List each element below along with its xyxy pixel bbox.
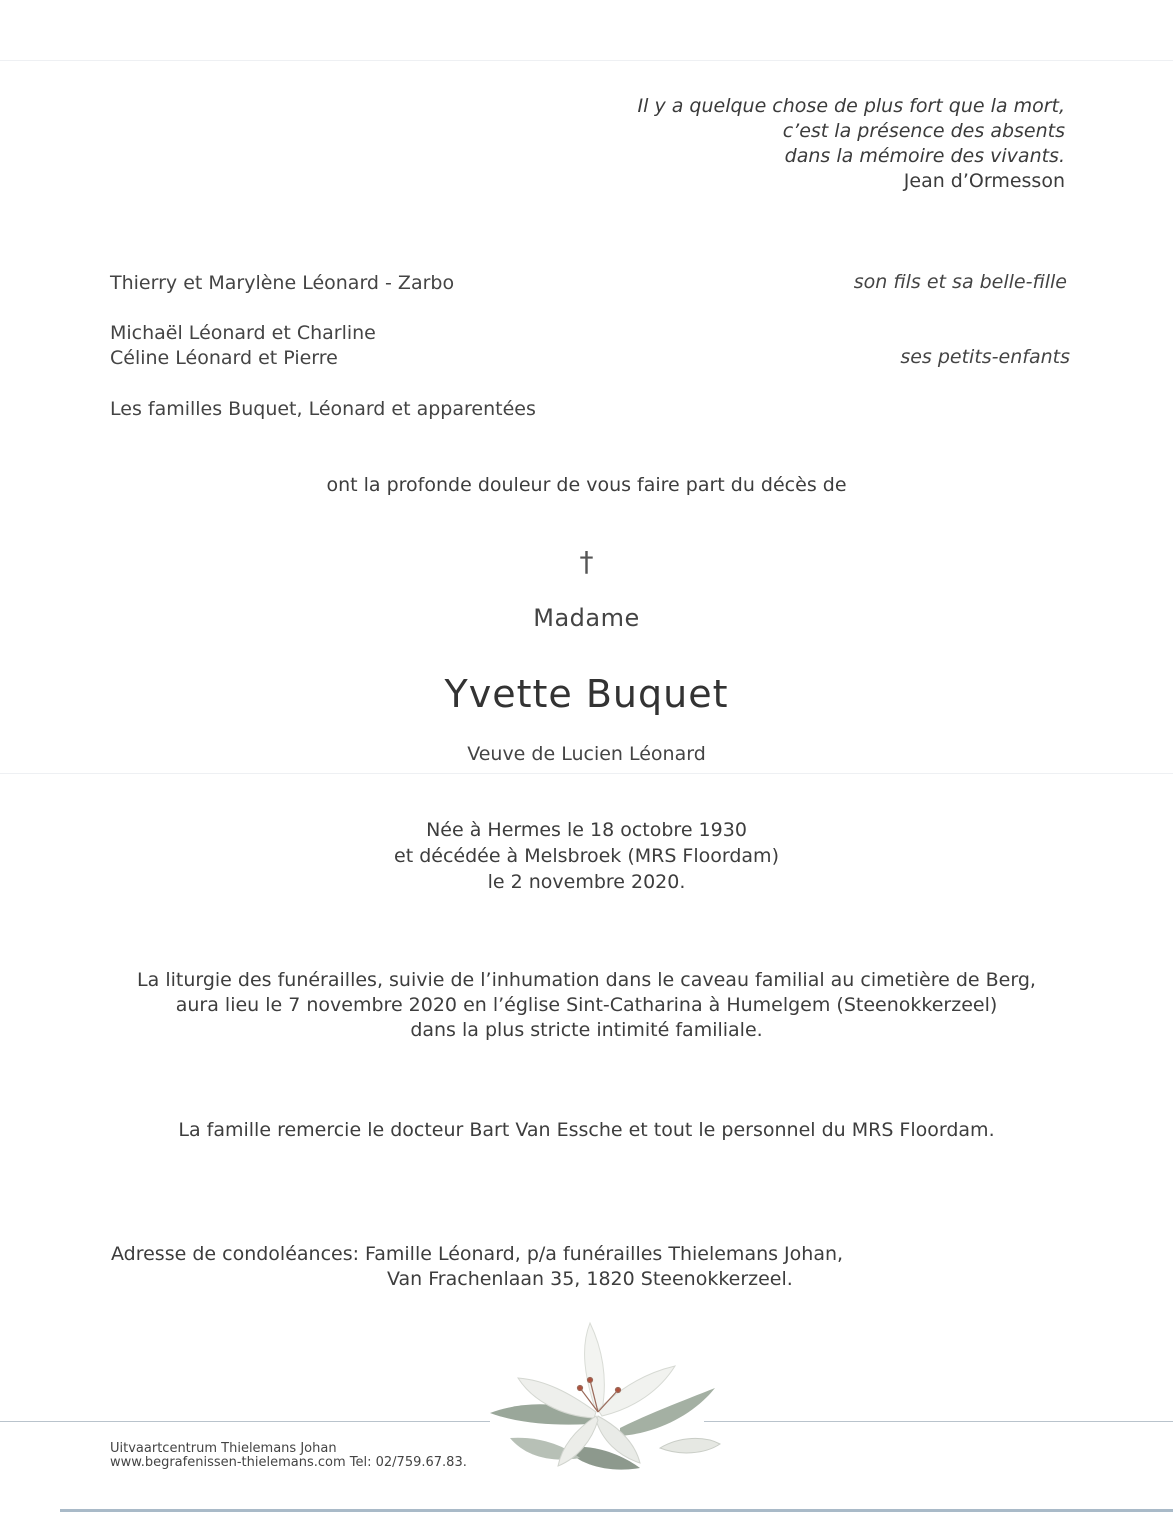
stamen-icon — [578, 1386, 583, 1391]
footer-contact: www.begrafenissen-thielemans.com Tel: 02/759.67.83. — [110, 1455, 467, 1470]
quote-line: dans la mémoire des vivants. — [784, 145, 1065, 167]
cross-icon: † — [579, 545, 594, 578]
petal-icon — [598, 1366, 675, 1416]
son-relation: son fils et sa belle-fille — [853, 271, 1067, 293]
death-line: et décédée à Melsbroek (MRS Floordam) — [394, 845, 779, 867]
birth-line: Née à Hermes le 18 octobre 1930 — [426, 819, 747, 841]
stamen-icon — [616, 1388, 621, 1393]
grandchild-2: Céline Léonard et Pierre — [110, 347, 338, 369]
liturgy-line: La liturgie des funérailles, suivie de l’inhumation dans le caveau familial au cimetière de Berg, — [137, 969, 1036, 991]
scan-line — [0, 60, 1173, 61]
lily-flower-icon — [470, 1318, 730, 1493]
quote-author: Jean d’Ormesson — [903, 170, 1065, 192]
widow-of: Veuve de Lucien Léonard — [467, 743, 706, 765]
condolence-address-line2: Van Frachenlaan 35, 1820 Steenokkerzeel. — [387, 1268, 793, 1290]
deceased-title: Madame — [533, 604, 640, 632]
grandchild-1: Michaël Léonard et Charline — [110, 322, 376, 344]
quote-line: c’est la présence des absents — [782, 120, 1065, 142]
son-names: Thierry et Marylène Léonard - Zarbo — [110, 272, 455, 294]
announcement: ont la profonde douleur de vous faire part du décès de — [326, 474, 847, 496]
dates-block — [0, 817, 1173, 895]
fold-line — [0, 773, 1173, 774]
footer-divider-left — [0, 1421, 490, 1422]
condolence-address-line1: Adresse de condoléances: Famille Léonard, p/a funérailles Thielemans Johan, — [111, 1243, 844, 1265]
footer-divider-right — [704, 1421, 1173, 1422]
footer-block — [110, 1442, 467, 1470]
liturgy-line: dans la plus stricte intimité familiale. — [410, 1019, 763, 1041]
quote-block — [638, 94, 1065, 194]
thanks-line: La famille remercie le docteur Bart Van Essche et tout le personnel du MRS Floordam. — [178, 1119, 995, 1141]
bottom-edge — [60, 1509, 1173, 1512]
grandchildren-relation: ses petits-enfants — [900, 346, 1070, 368]
footer-company: Uitvaartcentrum Thielemans Johan — [110, 1441, 337, 1456]
death-date-line: le 2 novembre 2020. — [487, 871, 686, 893]
liturgy-block — [0, 968, 1173, 1043]
liturgy-line: aura lieu le 7 novembre 2020 en l’église Sint-Catharina à Humelgem (Steenokkerzeel) — [175, 994, 998, 1016]
stamen-icon — [588, 1378, 593, 1383]
deceased-name: Yvette Buquet — [444, 672, 729, 716]
families-line: Les familles Buquet, Léonard et apparentées — [110, 398, 536, 420]
bud-icon — [660, 1438, 720, 1453]
quote-line: Il y a quelque chose de plus fort que la mort, — [637, 95, 1065, 117]
